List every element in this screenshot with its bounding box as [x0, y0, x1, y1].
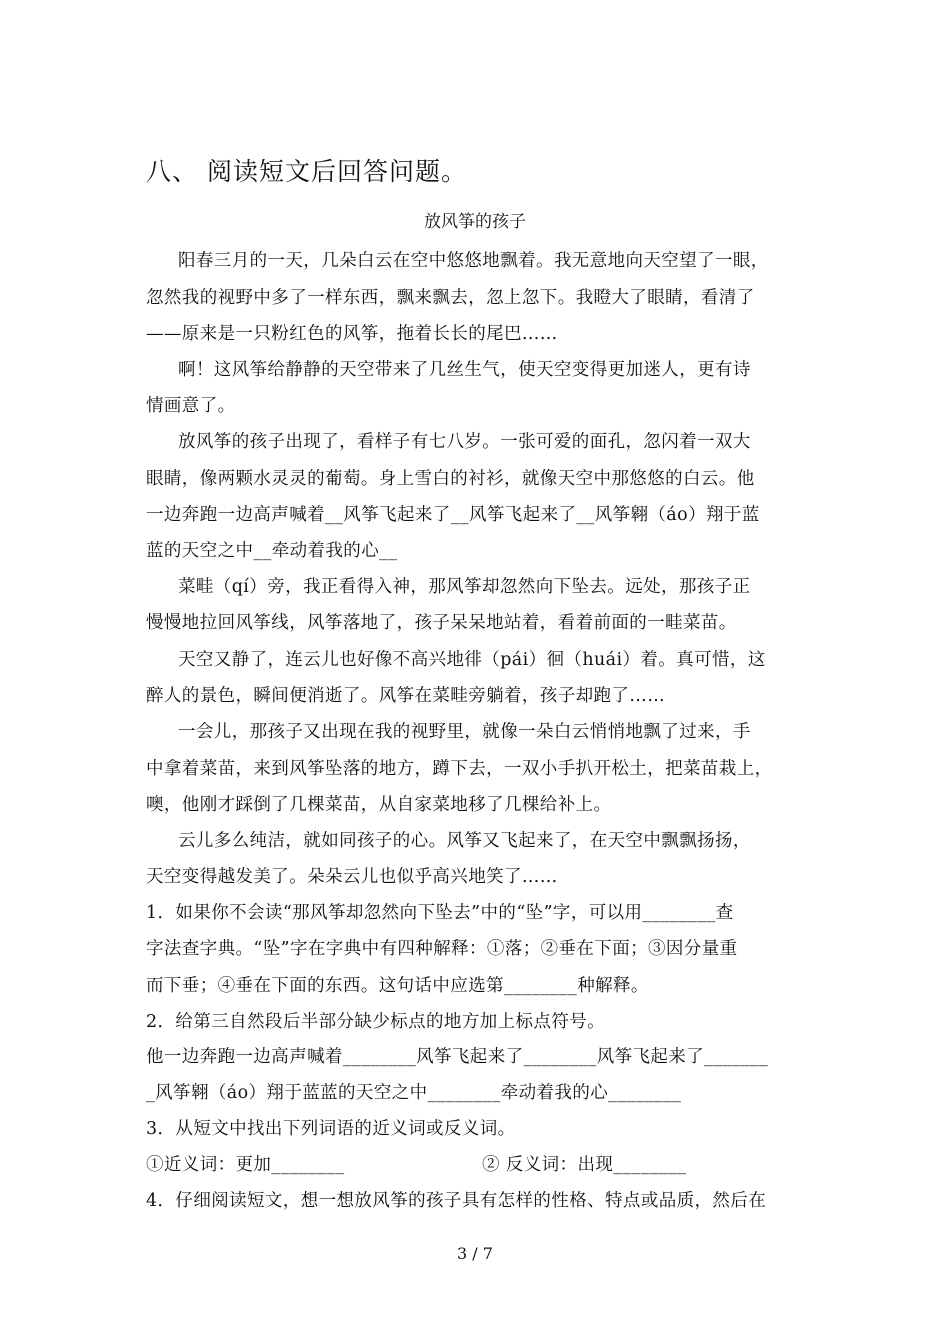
page-number: 3 / 7 [457, 1244, 493, 1263]
paragraph-line: 眼睛，像两颗水灵灵的葡萄。身上雪白的衬衫，就像天空中那悠悠的白云。他 [146, 469, 755, 489]
question-line: 2．给第三自然段后半部分缺少标点的地方加上标点符号。 [146, 1012, 606, 1032]
paragraph-line: 天空又静了，连云儿也好像不高兴地徘（pái）徊（huái）着。真可惜，这 [178, 650, 766, 670]
paragraph-line: 一会儿，那孩子又出现在我的视野里，就像一朵白云悄悄地飘了过来，手 [178, 722, 751, 742]
paragraph-line: 中拿着菜苗，来到风筝坠落的地方，蹲下去，一双小手扒开松土，把菜苗栽上， [146, 759, 773, 779]
question-line: 他一边奔跑一边高声喊着________风筝飞起来了________风筝飞起来了_______ [146, 1047, 769, 1067]
paragraph-line: 慢慢地拉回风筝线，风筝落地了，孩子呆呆地站着，看着前面的一畦菜苗。 [146, 613, 737, 633]
paragraph-line: 噢，他刚才踩倒了几棵菜苗，从自家菜地移了几棵给补上。 [146, 795, 612, 815]
paragraph-line: 情画意了。 [146, 396, 236, 416]
paragraph-line: 天空变得越发美了。朵朵云儿也似乎高兴地笑了…… [146, 867, 558, 887]
antonym-prompt: ② 反义词：出现________ [482, 1155, 687, 1175]
paragraph-line: 放风筝的孩子出现了，看样子有七八岁。一张可爱的面孔，忽闪着一双大 [178, 432, 751, 452]
paragraph-line: 蓝的天空之中__牵动着我的心__ [146, 541, 398, 561]
question-line: 字法查字典。“坠”字在字典中有四种解释：①落；②垂在下面；③因分量重 [146, 939, 738, 959]
synonym-prompt: ①近义词：更加________ [146, 1155, 345, 1175]
paragraph-line: 阳春三月的一天，几朵白云在空中悠悠地飘着。我无意地向天空望了一眼， [178, 251, 769, 271]
question-line: 4．仔细阅读短文，想一想放风筝的孩子具有怎样的性格、特点或品质，然后在 [146, 1191, 767, 1211]
paragraph-line: 忽然我的视野中多了一样东西，飘来飘去，忽上忽下。我瞪大了眼睛，看清了 [146, 288, 755, 308]
paragraph-line: 啊！这风筝给静静的天空带来了几丝生气，使天空变得更加迷人，更有诗 [178, 360, 751, 380]
question-line: _风筝翱（áo）翔于蓝蓝的天空之中________牵动着我的心________ [146, 1083, 682, 1103]
paragraph-line: 一边奔跑一边高声喊着__风筝飞起来了__风筝飞起来了__风筝翱（áo）翔于蓝 [146, 505, 760, 525]
paragraph-line: 菜畦（qí）旁，我正看得入神，那风筝却忽然向下坠去。远处，那孩子正 [178, 577, 751, 597]
paragraph-line: 云儿多么纯洁，就如同孩子的心。风筝又飞起来了，在天空中飘飘扬扬， [178, 831, 751, 851]
paragraph-line: ——原来是一只粉红色的风筝，拖着长长的尾巴…… [146, 324, 558, 344]
question-line: 1．如果你不会读“那风筝却忽然向下坠去”中的“坠”字，可以用________查 [146, 903, 734, 923]
question-line: 3．从短文中找出下列词语的近义词或反义词。 [146, 1119, 516, 1139]
article-title: 放风筝的孩子 [424, 212, 526, 232]
question-line: 而下垂；④垂在下面的东西。这句话中应选第________种解释。 [146, 976, 649, 996]
paragraph-line: 醉人的景色，瞬间便消逝了。风筝在菜畦旁躺着，孩子却跑了…… [146, 686, 666, 706]
section-title: 八、 阅读短文后回答问题。 [146, 157, 467, 186]
